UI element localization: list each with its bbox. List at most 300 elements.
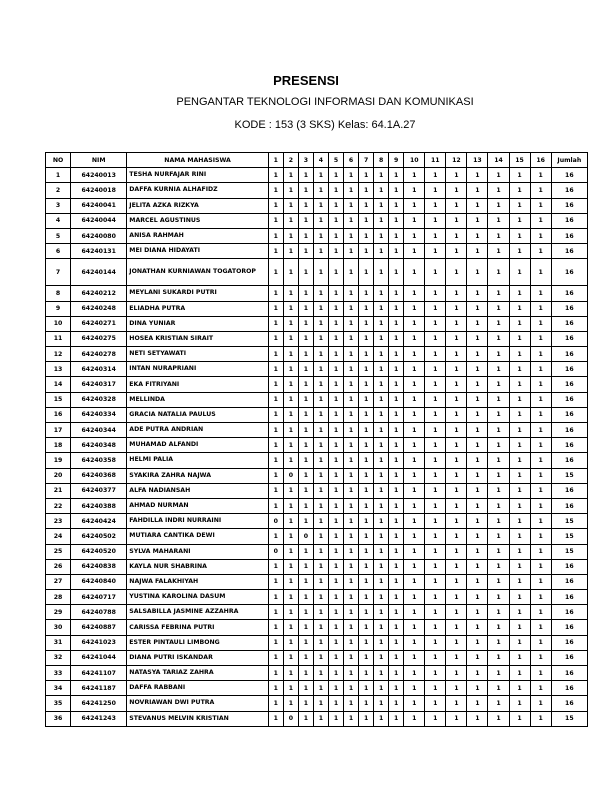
attendance-cell: 1 bbox=[298, 347, 313, 362]
column-header: 6 bbox=[344, 153, 359, 168]
attendance-cell: 1 bbox=[467, 483, 488, 498]
attendance-cell: 1 bbox=[328, 498, 343, 513]
attendance-cell: 1 bbox=[389, 681, 404, 696]
attendance-cell: 1 bbox=[298, 362, 313, 377]
course-code-line: KODE : 153 (3 SKS) Kelas: 64.1A.27 bbox=[234, 119, 416, 131]
attendance-cell: 1 bbox=[425, 650, 446, 665]
attendance-cell: 1 bbox=[467, 392, 488, 407]
attendance-cell: 1 bbox=[328, 605, 343, 620]
student-name-cell: DAFFA RABBANI bbox=[127, 681, 269, 696]
table-row bbox=[46, 529, 588, 544]
attendance-cell: 1 bbox=[374, 213, 389, 228]
attendance-cell: 1 bbox=[298, 423, 313, 438]
attendance-cell: 1 bbox=[488, 559, 509, 574]
attendance-cell: 1 bbox=[509, 392, 530, 407]
attendance-cell: 1 bbox=[530, 468, 551, 483]
attendance-cell: 1 bbox=[283, 316, 298, 331]
attendance-cell: 1 bbox=[404, 423, 425, 438]
attendance-cell: 1 bbox=[467, 574, 488, 589]
attendance-cell: 1 bbox=[268, 347, 283, 362]
student-name-cell: MELLINDA bbox=[127, 392, 269, 407]
attendance-cell: 1 bbox=[404, 286, 425, 301]
row-number-cell: 7 bbox=[46, 259, 71, 286]
attendance-cell: 1 bbox=[530, 666, 551, 681]
attendance-cell: 1 bbox=[530, 407, 551, 422]
attendance-cell: 1 bbox=[530, 681, 551, 696]
attendance-cell: 1 bbox=[268, 605, 283, 620]
attendance-cell: 1 bbox=[344, 711, 359, 726]
table-row bbox=[46, 635, 588, 650]
student-name-cell: DAFFA KURNIA ALHAFIDZ bbox=[127, 183, 269, 198]
attendance-cell: 1 bbox=[328, 407, 343, 422]
attendance-cell: 1 bbox=[298, 377, 313, 392]
table-row bbox=[46, 605, 588, 620]
attendance-cell: 1 bbox=[374, 468, 389, 483]
attendance-cell: 1 bbox=[298, 696, 313, 711]
attendance-cell: 1 bbox=[374, 259, 389, 286]
attendance-cell: 1 bbox=[488, 362, 509, 377]
attendance-cell: 1 bbox=[404, 666, 425, 681]
attendance-cell: 1 bbox=[283, 498, 298, 513]
attendance-cell: 1 bbox=[328, 438, 343, 453]
attendance-cell: 1 bbox=[530, 574, 551, 589]
attendance-cell: 1 bbox=[425, 514, 446, 529]
attendance-cell: 1 bbox=[389, 316, 404, 331]
attendance-cell: 1 bbox=[446, 590, 467, 605]
nim-cell: 64240013 bbox=[71, 168, 127, 183]
attendance-cell: 1 bbox=[298, 635, 313, 650]
attendance-cell: 1 bbox=[509, 183, 530, 198]
attendance-cell: 1 bbox=[425, 407, 446, 422]
attendance-cell: 1 bbox=[313, 198, 328, 213]
attendance-cell: 1 bbox=[446, 301, 467, 316]
attendance-cell: 1 bbox=[488, 392, 509, 407]
attendance-cell: 1 bbox=[530, 620, 551, 635]
attendance-cell: 1 bbox=[328, 650, 343, 665]
attendance-cell: 1 bbox=[359, 605, 374, 620]
attendance-cell: 1 bbox=[404, 650, 425, 665]
attendance-cell: 1 bbox=[374, 301, 389, 316]
attendance-cell: 1 bbox=[268, 559, 283, 574]
attendance-cell: 1 bbox=[488, 483, 509, 498]
attendance-cell: 1 bbox=[374, 559, 389, 574]
column-header: 16 bbox=[530, 153, 551, 168]
attendance-cell: 1 bbox=[283, 392, 298, 407]
attendance-cell: 1 bbox=[509, 213, 530, 228]
attendance-cell: 1 bbox=[374, 362, 389, 377]
attendance-cell: 1 bbox=[509, 468, 530, 483]
attendance-cell: 1 bbox=[298, 590, 313, 605]
attendance-cell: 1 bbox=[530, 362, 551, 377]
row-number-cell: 25 bbox=[46, 544, 71, 559]
attendance-cell: 1 bbox=[389, 666, 404, 681]
attendance-cell: 1 bbox=[446, 228, 467, 243]
attendance-cell: 1 bbox=[359, 559, 374, 574]
total-cell: 16 bbox=[551, 453, 587, 468]
attendance-cell: 1 bbox=[530, 183, 551, 198]
attendance-cell: 1 bbox=[425, 635, 446, 650]
student-name-cell: SYLVA MAHARANI bbox=[127, 544, 269, 559]
student-name-cell: ALFA NADIANSAH bbox=[127, 483, 269, 498]
table-row bbox=[46, 696, 588, 711]
attendance-cell: 1 bbox=[328, 711, 343, 726]
attendance-cell: 1 bbox=[359, 529, 374, 544]
attendance-cell: 1 bbox=[328, 377, 343, 392]
attendance-cell: 1 bbox=[446, 259, 467, 286]
attendance-cell: 1 bbox=[344, 228, 359, 243]
row-number-cell: 23 bbox=[46, 514, 71, 529]
attendance-cell: 1 bbox=[389, 468, 404, 483]
attendance-cell: 1 bbox=[268, 438, 283, 453]
attendance-cell: 1 bbox=[374, 590, 389, 605]
nim-cell: 64240334 bbox=[71, 407, 127, 422]
student-name-cell: ELIADHA PUTRA bbox=[127, 301, 269, 316]
row-number-cell: 33 bbox=[46, 666, 71, 681]
attendance-cell: 1 bbox=[404, 468, 425, 483]
row-number-cell: 3 bbox=[46, 198, 71, 213]
attendance-cell: 1 bbox=[488, 213, 509, 228]
attendance-cell: 1 bbox=[530, 514, 551, 529]
attendance-cell: 1 bbox=[313, 498, 328, 513]
attendance-cell: 1 bbox=[344, 650, 359, 665]
student-name-cell: MEI DIANA HIDAYATI bbox=[127, 244, 269, 259]
attendance-cell: 1 bbox=[374, 286, 389, 301]
row-number-cell: 35 bbox=[46, 696, 71, 711]
attendance-cell: 1 bbox=[509, 635, 530, 650]
attendance-cell: 1 bbox=[425, 666, 446, 681]
attendance-cell: 1 bbox=[328, 168, 343, 183]
attendance-cell: 1 bbox=[389, 453, 404, 468]
nim-cell: 64240838 bbox=[71, 559, 127, 574]
attendance-cell: 1 bbox=[298, 544, 313, 559]
attendance-cell: 1 bbox=[488, 228, 509, 243]
attendance-cell: 1 bbox=[298, 498, 313, 513]
attendance-cell: 1 bbox=[359, 635, 374, 650]
attendance-cell: 1 bbox=[425, 483, 446, 498]
row-number-cell: 26 bbox=[46, 559, 71, 574]
attendance-cell: 1 bbox=[404, 407, 425, 422]
attendance-cell: 1 bbox=[374, 168, 389, 183]
row-number-cell: 10 bbox=[46, 316, 71, 331]
attendance-cell: 1 bbox=[530, 423, 551, 438]
attendance-cell: 1 bbox=[509, 666, 530, 681]
total-cell: 16 bbox=[551, 244, 587, 259]
attendance-cell: 1 bbox=[425, 438, 446, 453]
attendance-cell: 1 bbox=[467, 407, 488, 422]
nim-cell: 64240044 bbox=[71, 213, 127, 228]
attendance-cell: 1 bbox=[404, 259, 425, 286]
attendance-cell: 1 bbox=[509, 286, 530, 301]
attendance-cell: 1 bbox=[268, 681, 283, 696]
attendance-cell: 1 bbox=[488, 168, 509, 183]
attendance-cell: 1 bbox=[509, 259, 530, 286]
attendance-cell: 1 bbox=[425, 316, 446, 331]
total-cell: 16 bbox=[551, 331, 587, 346]
nim-cell: 64240317 bbox=[71, 377, 127, 392]
attendance-cell: 1 bbox=[389, 198, 404, 213]
attendance-cell: 1 bbox=[446, 198, 467, 213]
attendance-cell: 1 bbox=[425, 286, 446, 301]
total-cell: 16 bbox=[551, 498, 587, 513]
attendance-cell: 1 bbox=[283, 438, 298, 453]
attendance-cell: 1 bbox=[283, 529, 298, 544]
attendance-cell: 1 bbox=[298, 711, 313, 726]
attendance-cell: 1 bbox=[268, 468, 283, 483]
attendance-cell: 1 bbox=[268, 301, 283, 316]
attendance-cell: 1 bbox=[467, 168, 488, 183]
attendance-cell: 1 bbox=[344, 407, 359, 422]
attendance-cell: 1 bbox=[344, 392, 359, 407]
table-row bbox=[46, 423, 588, 438]
attendance-cell: 1 bbox=[328, 316, 343, 331]
student-name-cell: NOVRIAWAN DWI PUTRA bbox=[127, 696, 269, 711]
attendance-cell: 1 bbox=[313, 347, 328, 362]
attendance-cell: 1 bbox=[467, 696, 488, 711]
attendance-cell: 1 bbox=[359, 407, 374, 422]
student-name-cell: DIANA PUTRI ISKANDAR bbox=[127, 650, 269, 665]
attendance-cell: 1 bbox=[404, 168, 425, 183]
column-header: NIM bbox=[71, 153, 127, 168]
attendance-cell: 1 bbox=[446, 244, 467, 259]
attendance-cell: 1 bbox=[389, 650, 404, 665]
attendance-cell: 1 bbox=[467, 559, 488, 574]
attendance-cell: 0 bbox=[268, 544, 283, 559]
attendance-cell: 1 bbox=[389, 574, 404, 589]
attendance-cell: 1 bbox=[446, 468, 467, 483]
attendance-cell: 1 bbox=[446, 213, 467, 228]
attendance-cell: 1 bbox=[328, 559, 343, 574]
nim-cell: 64240368 bbox=[71, 468, 127, 483]
student-name-cell: INTAN NURAPRIANI bbox=[127, 362, 269, 377]
attendance-cell: 1 bbox=[509, 228, 530, 243]
attendance-cell: 1 bbox=[509, 498, 530, 513]
attendance-cell: 1 bbox=[389, 544, 404, 559]
column-header: NO bbox=[46, 153, 71, 168]
attendance-cell: 1 bbox=[404, 514, 425, 529]
attendance-cell: 1 bbox=[283, 635, 298, 650]
attendance-cell: 1 bbox=[425, 574, 446, 589]
total-cell: 16 bbox=[551, 605, 587, 620]
attendance-cell: 1 bbox=[268, 228, 283, 243]
total-cell: 16 bbox=[551, 423, 587, 438]
attendance-cell: 1 bbox=[328, 286, 343, 301]
attendance-cell: 1 bbox=[488, 574, 509, 589]
attendance-cell: 1 bbox=[530, 213, 551, 228]
attendance-cell: 1 bbox=[488, 590, 509, 605]
attendance-cell: 1 bbox=[530, 377, 551, 392]
attendance-cell: 1 bbox=[467, 650, 488, 665]
attendance-cell: 1 bbox=[446, 183, 467, 198]
attendance-cell: 1 bbox=[374, 635, 389, 650]
attendance-cell: 1 bbox=[328, 483, 343, 498]
attendance-cell: 1 bbox=[404, 544, 425, 559]
attendance-cell: 1 bbox=[374, 331, 389, 346]
attendance-cell: 1 bbox=[344, 183, 359, 198]
attendance-cell: 1 bbox=[268, 529, 283, 544]
attendance-cell: 1 bbox=[268, 620, 283, 635]
attendance-cell: 1 bbox=[530, 198, 551, 213]
attendance-cell: 1 bbox=[374, 650, 389, 665]
attendance-cell: 1 bbox=[298, 168, 313, 183]
attendance-cell: 1 bbox=[344, 423, 359, 438]
total-cell: 16 bbox=[551, 168, 587, 183]
attendance-cell: 1 bbox=[446, 605, 467, 620]
attendance-cell: 1 bbox=[425, 681, 446, 696]
attendance-cell: 1 bbox=[488, 407, 509, 422]
row-number-cell: 19 bbox=[46, 453, 71, 468]
attendance-cell: 1 bbox=[389, 183, 404, 198]
attendance-cell: 1 bbox=[404, 498, 425, 513]
row-number-cell: 21 bbox=[46, 483, 71, 498]
table-row bbox=[46, 316, 588, 331]
attendance-cell: 1 bbox=[298, 681, 313, 696]
attendance-cell: 1 bbox=[283, 666, 298, 681]
column-header: Jumlah bbox=[551, 153, 587, 168]
attendance-cell: 1 bbox=[446, 696, 467, 711]
attendance-cell: 1 bbox=[328, 331, 343, 346]
table-row bbox=[46, 198, 588, 213]
attendance-cell: 1 bbox=[328, 696, 343, 711]
attendance-cell: 1 bbox=[488, 696, 509, 711]
attendance-cell: 1 bbox=[488, 468, 509, 483]
attendance-cell: 1 bbox=[344, 605, 359, 620]
attendance-cell: 1 bbox=[283, 244, 298, 259]
attendance-cell: 1 bbox=[313, 483, 328, 498]
nim-cell: 64240887 bbox=[71, 620, 127, 635]
attendance-cell: 1 bbox=[446, 331, 467, 346]
attendance-cell: 1 bbox=[313, 392, 328, 407]
total-cell: 16 bbox=[551, 681, 587, 696]
attendance-cell: 1 bbox=[298, 453, 313, 468]
attendance-cell: 1 bbox=[298, 407, 313, 422]
attendance-cell: 1 bbox=[298, 331, 313, 346]
attendance-cell: 1 bbox=[467, 529, 488, 544]
table-row bbox=[46, 438, 588, 453]
attendance-cell: 1 bbox=[268, 259, 283, 286]
attendance-cell: 1 bbox=[389, 635, 404, 650]
nim-cell: 64240041 bbox=[71, 198, 127, 213]
attendance-cell: 1 bbox=[530, 347, 551, 362]
attendance-cell: 1 bbox=[509, 696, 530, 711]
attendance-cell: 1 bbox=[509, 483, 530, 498]
attendance-cell: 1 bbox=[530, 168, 551, 183]
attendance-cell: 1 bbox=[268, 650, 283, 665]
attendance-cell: 1 bbox=[488, 605, 509, 620]
attendance-cell: 1 bbox=[344, 544, 359, 559]
row-number-cell: 36 bbox=[46, 711, 71, 726]
attendance-cell: 1 bbox=[344, 198, 359, 213]
attendance-cell: 1 bbox=[328, 468, 343, 483]
attendance-cell: 1 bbox=[488, 681, 509, 696]
attendance-cell: 1 bbox=[283, 183, 298, 198]
attendance-cell: 1 bbox=[374, 666, 389, 681]
attendance-cell: 1 bbox=[425, 244, 446, 259]
attendance-cell: 1 bbox=[359, 514, 374, 529]
attendance-cell: 1 bbox=[389, 498, 404, 513]
attendance-cell: 1 bbox=[467, 183, 488, 198]
row-number-cell: 18 bbox=[46, 438, 71, 453]
attendance-cell: 1 bbox=[313, 529, 328, 544]
row-number-cell: 22 bbox=[46, 498, 71, 513]
attendance-cell: 1 bbox=[374, 681, 389, 696]
student-name-cell: AHMAD NURMAN bbox=[127, 498, 269, 513]
row-number-cell: 17 bbox=[46, 423, 71, 438]
attendance-cell: 1 bbox=[404, 228, 425, 243]
attendance-cell: 1 bbox=[268, 392, 283, 407]
table-row bbox=[46, 259, 588, 286]
table-row bbox=[46, 377, 588, 392]
attendance-cell: 1 bbox=[404, 696, 425, 711]
attendance-cell: 1 bbox=[425, 301, 446, 316]
attendance-cell: 1 bbox=[488, 347, 509, 362]
attendance-cell: 1 bbox=[344, 362, 359, 377]
attendance-cell: 1 bbox=[298, 301, 313, 316]
attendance-cell: 1 bbox=[283, 407, 298, 422]
attendance-cell: 1 bbox=[268, 423, 283, 438]
attendance-cell: 1 bbox=[467, 228, 488, 243]
attendance-cell: 1 bbox=[283, 590, 298, 605]
attendance-cell: 1 bbox=[374, 483, 389, 498]
total-cell: 16 bbox=[551, 316, 587, 331]
table-row bbox=[46, 498, 588, 513]
attendance-cell: 1 bbox=[446, 498, 467, 513]
attendance-cell: 1 bbox=[344, 483, 359, 498]
student-name-cell: ANISA RAHMAH bbox=[127, 228, 269, 243]
attendance-cell: 1 bbox=[268, 183, 283, 198]
attendance-cell: 1 bbox=[404, 529, 425, 544]
attendance-cell: 1 bbox=[425, 347, 446, 362]
attendance-cell: 1 bbox=[374, 198, 389, 213]
column-header: 12 bbox=[446, 153, 467, 168]
table-row bbox=[46, 590, 588, 605]
nim-cell: 64240520 bbox=[71, 544, 127, 559]
attendance-cell: 0 bbox=[298, 529, 313, 544]
attendance-cell: 1 bbox=[488, 286, 509, 301]
row-number-cell: 8 bbox=[46, 286, 71, 301]
attendance-cell: 1 bbox=[313, 438, 328, 453]
attendance-cell: 1 bbox=[313, 259, 328, 286]
attendance-cell: 1 bbox=[530, 316, 551, 331]
attendance-cell: 1 bbox=[344, 286, 359, 301]
attendance-cell: 1 bbox=[530, 559, 551, 574]
attendance-cell: 1 bbox=[374, 453, 389, 468]
table-header-row bbox=[46, 153, 588, 168]
row-number-cell: 34 bbox=[46, 681, 71, 696]
row-number-cell: 28 bbox=[46, 590, 71, 605]
attendance-cell: 1 bbox=[389, 483, 404, 498]
attendance-cell: 1 bbox=[488, 423, 509, 438]
attendance-cell: 1 bbox=[298, 514, 313, 529]
attendance-cell: 1 bbox=[425, 168, 446, 183]
attendance-cell: 1 bbox=[509, 514, 530, 529]
attendance-cell: 1 bbox=[509, 711, 530, 726]
attendance-cell: 0 bbox=[283, 468, 298, 483]
attendance-cell: 1 bbox=[389, 407, 404, 422]
attendance-cell: 1 bbox=[509, 650, 530, 665]
attendance-cell: 1 bbox=[283, 681, 298, 696]
attendance-cell: 1 bbox=[283, 213, 298, 228]
attendance-cell: 1 bbox=[425, 198, 446, 213]
total-cell: 16 bbox=[551, 620, 587, 635]
total-cell: 15 bbox=[551, 514, 587, 529]
table-row bbox=[46, 681, 588, 696]
attendance-cell: 1 bbox=[328, 453, 343, 468]
nim-cell: 64240271 bbox=[71, 316, 127, 331]
page-title: PRESENSI bbox=[273, 73, 339, 88]
attendance-cell: 1 bbox=[488, 544, 509, 559]
attendance-cell: 1 bbox=[446, 316, 467, 331]
attendance-cell: 1 bbox=[283, 696, 298, 711]
